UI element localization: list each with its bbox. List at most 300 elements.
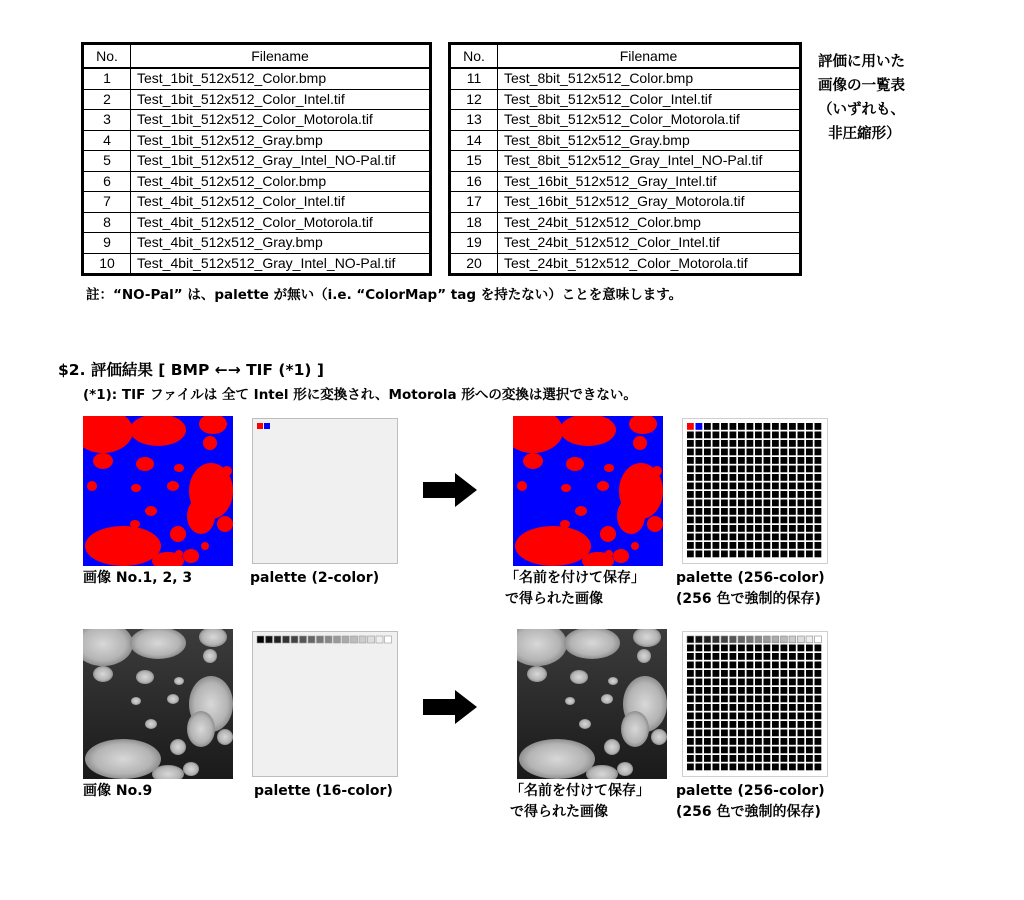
palette-swatch: [806, 508, 813, 515]
palette-swatch: [764, 517, 771, 524]
palette-swatch: [772, 764, 779, 771]
palette-swatch: [789, 636, 796, 643]
palette-swatch: [781, 670, 788, 677]
palette-swatch: [747, 525, 754, 532]
row-filename: Test_4bit_512x512_Color.bmp: [131, 171, 431, 192]
table-header-row: [450, 44, 801, 69]
palette-swatch: [798, 423, 805, 430]
palette-swatch: [738, 534, 745, 541]
palette-swatch: [730, 525, 737, 532]
row-number: 13: [450, 110, 498, 131]
palette-swatch: [747, 679, 754, 686]
palette-swatch: [696, 508, 703, 515]
palette-swatch: [747, 755, 754, 762]
palette-swatch: [704, 491, 711, 498]
palette-swatch: [704, 730, 711, 737]
palette-swatch: [696, 662, 703, 669]
palette-swatch: [815, 764, 822, 771]
palette-swatch: [687, 466, 694, 473]
palette-swatch: [772, 653, 779, 660]
palette-swatch: [798, 713, 805, 720]
palette-swatch: [764, 713, 771, 720]
palette-swatch: [687, 679, 694, 686]
palette-swatch: [721, 525, 728, 532]
palette-swatch: [789, 730, 796, 737]
palette-swatch: [772, 542, 779, 549]
palette-swatch: [696, 721, 703, 728]
palette-swatch: [815, 449, 822, 456]
palette-swatch: [738, 525, 745, 532]
palette-swatch: [687, 747, 694, 754]
palette-swatch: [755, 432, 762, 439]
palette-swatch: [798, 704, 805, 711]
palette-swatch: [713, 636, 720, 643]
caption-source-1: 画像 No.1, 2, 3: [83, 570, 193, 586]
palette-swatch: [738, 483, 745, 490]
palette-swatch: [815, 687, 822, 694]
palette-swatch: [704, 508, 711, 515]
palette-swatch: [764, 764, 771, 771]
palette-swatch: [721, 542, 728, 549]
palette-swatch: [781, 755, 788, 762]
palette-swatch: [713, 423, 720, 430]
palette-swatch: [772, 525, 779, 532]
palette-swatch: [713, 696, 720, 703]
palette-swatch: [721, 491, 728, 498]
palette-swatch: [806, 466, 813, 473]
palette-swatch: [704, 645, 711, 652]
palette-swatch: [806, 457, 813, 464]
palette-swatch: [789, 713, 796, 720]
palette-swatch: [755, 636, 762, 643]
palette-swatch: [789, 653, 796, 660]
palette-swatch: [704, 474, 711, 481]
palette-swatch: [798, 755, 805, 762]
row-number: 11: [450, 68, 498, 89]
palette-swatch: [815, 662, 822, 669]
row-number: 9: [83, 233, 131, 254]
section-title: $2. 評価結果 [ BMP ←→ TIF (*1) ]: [58, 361, 324, 379]
palette-swatch: [713, 721, 720, 728]
palette-swatch: [815, 645, 822, 652]
palette-swatch: [704, 542, 711, 549]
palette-swatch: [351, 636, 358, 643]
palette-swatch: [789, 500, 796, 507]
palette-swatch: [730, 457, 737, 464]
palette-swatch: [730, 423, 737, 430]
palette-swatch: [696, 755, 703, 762]
palette-swatch: [798, 500, 805, 507]
table-row: [83, 253, 431, 275]
palette-swatch: [798, 653, 805, 660]
palette-swatch: [789, 687, 796, 694]
palette-swatch: [798, 517, 805, 524]
palette-swatch: [772, 730, 779, 737]
palette-swatch: [772, 755, 779, 762]
palette-swatch: [721, 730, 728, 737]
palette-swatch: [764, 696, 771, 703]
palette-swatch: [755, 738, 762, 745]
palette-swatch: [704, 704, 711, 711]
palette-swatch: [747, 542, 754, 549]
palette-swatch: [696, 466, 703, 473]
palette-swatch: [789, 662, 796, 669]
palette-swatch: [730, 483, 737, 490]
palette-swatch: [747, 457, 754, 464]
palette-swatch: [781, 457, 788, 464]
section-note: (*1): TIF ファイルは 全て Intel 形に変換され、Motorola 形への変換は選択できない。: [83, 387, 637, 403]
palette-swatch: [755, 491, 762, 498]
row-filename: Test_16bit_512x512_Gray_Motorola.tif: [498, 192, 801, 213]
palette-swatch: [713, 500, 720, 507]
palette-swatch: [764, 534, 771, 541]
palette-swatch: [806, 440, 813, 447]
palette-swatch: [730, 474, 737, 481]
row-number: 4: [83, 130, 131, 151]
palette-swatch: [772, 466, 779, 473]
palette-swatch: [815, 542, 822, 549]
palette-swatch: [772, 747, 779, 754]
palette-swatch: [704, 500, 711, 507]
palette-swatch: [730, 747, 737, 754]
palette-swatch: [687, 440, 694, 447]
palette-swatch: [687, 721, 694, 728]
palette-swatch: [772, 738, 779, 745]
palette-swatch: [317, 636, 324, 643]
palette-swatch: [687, 687, 694, 694]
palette-swatch: [772, 500, 779, 507]
palette-swatch: [755, 500, 762, 507]
palette-swatch: [704, 525, 711, 532]
palette-swatch: [687, 764, 694, 771]
palette-swatch: [687, 713, 694, 720]
palette-swatch: [798, 474, 805, 481]
table-row: [450, 253, 801, 275]
row-number: 10: [83, 253, 131, 275]
palette-swatch: [696, 713, 703, 720]
palette-swatch: [781, 423, 788, 430]
palette-swatch: [687, 423, 694, 430]
palette-swatch: [781, 491, 788, 498]
palette-swatch: [772, 713, 779, 720]
palette-swatch: [713, 508, 720, 515]
palette-swatch: [721, 534, 728, 541]
table-row: [450, 233, 801, 254]
palette-swatch: [747, 449, 754, 456]
palette-swatch: [747, 730, 754, 737]
palette-swatch: [747, 764, 754, 771]
palette-swatch: [704, 764, 711, 771]
row-number: 8: [83, 212, 131, 233]
palette-swatch: [815, 474, 822, 481]
palette-swatch: [781, 474, 788, 481]
table-row: [450, 110, 801, 131]
palette-swatch: [738, 645, 745, 652]
table-row: [83, 192, 431, 213]
palette-swatch: [755, 653, 762, 660]
palette-swatch: [806, 551, 813, 558]
palette-swatch: [721, 466, 728, 473]
row-number: 15: [450, 151, 498, 172]
row-filename: Test_1bit_512x512_Gray.bmp: [131, 130, 431, 151]
row-number: 7: [83, 192, 131, 213]
row-filename: Test_4bit_512x512_Color_Intel.tif: [131, 192, 431, 213]
palette-swatch: [798, 764, 805, 771]
palette-swatch: [704, 747, 711, 754]
palette-swatch: [687, 738, 694, 745]
palette-swatch: [755, 730, 762, 737]
palette-swatch: [696, 687, 703, 694]
palette-swatch: [764, 457, 771, 464]
palette-swatch: [764, 474, 771, 481]
palette-swatch: [798, 457, 805, 464]
palette-swatch: [781, 747, 788, 754]
palette-swatch: [696, 500, 703, 507]
palette-swatch: [696, 474, 703, 481]
palette-swatch: [815, 755, 822, 762]
palette-swatch: [730, 517, 737, 524]
table-row: [83, 212, 431, 233]
palette-swatch: [772, 457, 779, 464]
palette-swatch: [764, 738, 771, 745]
palette-swatch: [713, 517, 720, 524]
palette-swatch: [772, 662, 779, 669]
palette-swatch: [798, 645, 805, 652]
caption-result-palette-1: palette (256-color) (256 色で強制的保存): [676, 570, 825, 607]
palette-swatch: [772, 483, 779, 490]
row-filename: Test_24bit_512x512_Color_Intel.tif: [498, 233, 801, 254]
palette-swatch: [687, 636, 694, 643]
palette-swatch: [747, 687, 754, 694]
palette-swatch: [789, 440, 796, 447]
palette-swatch: [721, 483, 728, 490]
palette-swatch: [730, 730, 737, 737]
row-number: 2: [83, 89, 131, 110]
palette-swatch: [815, 679, 822, 686]
palette-swatch: [721, 696, 728, 703]
palette-swatch: [798, 440, 805, 447]
palette-swatch: [798, 449, 805, 456]
palette-swatch: [815, 636, 822, 643]
palette-swatch: [764, 679, 771, 686]
palette-swatch: [696, 551, 703, 558]
palette-swatch: [747, 704, 754, 711]
color-result-image: [513, 416, 663, 566]
palette-swatch: [789, 542, 796, 549]
palette-swatch: [687, 508, 694, 515]
palette-swatch: [721, 764, 728, 771]
palette-swatch: [713, 551, 720, 558]
palette-swatch: [806, 534, 813, 541]
palette-swatch: [781, 696, 788, 703]
palette-swatch: [755, 466, 762, 473]
palette-swatch: [696, 449, 703, 456]
palette-swatch: [772, 517, 779, 524]
row-filename: Test_8bit_512x512_Gray_Intel_NO-Pal.tif: [498, 151, 801, 172]
palette-swatch: [713, 755, 720, 762]
caption-result-1: 「名前を付けて保存」 で得られた画像: [505, 570, 645, 607]
palette-swatch: [764, 653, 771, 660]
palette-swatch: [755, 542, 762, 549]
palette-swatch: [713, 525, 720, 532]
palette-swatch: [713, 466, 720, 473]
palette-swatch: [696, 517, 703, 524]
palette-swatch: [806, 738, 813, 745]
palette-swatch: [806, 755, 813, 762]
palette-swatch: [764, 730, 771, 737]
palette-swatch: [687, 704, 694, 711]
palette-swatch: [781, 645, 788, 652]
palette-swatch: [738, 466, 745, 473]
row-number: 1: [83, 68, 131, 89]
palette-swatch: [704, 551, 711, 558]
palette-swatch: [721, 755, 728, 762]
caption-palette-1: palette (2-color): [250, 570, 380, 586]
palette-swatch: [806, 687, 813, 694]
table-row: [83, 89, 431, 110]
palette-swatch: [738, 636, 745, 643]
table-row: [83, 110, 431, 131]
palette-swatch: [798, 466, 805, 473]
palette-swatch: [704, 423, 711, 430]
palette-swatch: [696, 730, 703, 737]
palette-swatch: [721, 721, 728, 728]
palette-swatch: [687, 551, 694, 558]
palette-swatch: [789, 449, 796, 456]
palette-swatch: [781, 721, 788, 728]
palette-swatch: [721, 440, 728, 447]
palette-swatch: [755, 713, 762, 720]
palette-swatch: [730, 551, 737, 558]
palette-swatch: [730, 542, 737, 549]
palette-swatch: [798, 747, 805, 754]
palette-swatch: [764, 483, 771, 490]
palette-swatch: [764, 508, 771, 515]
palette-swatch: [815, 551, 822, 558]
palette-swatch: [747, 440, 754, 447]
palette-swatch: [781, 713, 788, 720]
palette-swatch: [738, 432, 745, 439]
palette-swatch: [747, 551, 754, 558]
palette-swatch: [730, 721, 737, 728]
palette-swatch: [687, 517, 694, 524]
palette-swatch: [772, 474, 779, 481]
palette-swatch: [755, 696, 762, 703]
palette-swatch: [747, 645, 754, 652]
palette-swatch: [713, 449, 720, 456]
palette-swatch: [730, 500, 737, 507]
palette-swatch: [781, 449, 788, 456]
palette-swatch: [815, 483, 822, 490]
palette-swatch: [815, 670, 822, 677]
palette-swatch: [772, 508, 779, 515]
palette-swatch: [789, 483, 796, 490]
palette-swatch: [806, 747, 813, 754]
palette-swatch: [730, 508, 737, 515]
palette-swatch: [359, 636, 366, 643]
palette-swatch: [738, 551, 745, 558]
palette-swatch: [730, 704, 737, 711]
palette-swatch: [789, 645, 796, 652]
palette-swatch: [806, 704, 813, 711]
palette-swatch: [781, 483, 788, 490]
row-filename: Test_4bit_512x512_Color_Motorola.tif: [131, 212, 431, 233]
palette-swatch: [815, 517, 822, 524]
palette-swatch: [704, 466, 711, 473]
caption-source-2: 画像 No.9: [83, 783, 153, 799]
palette-swatch: [815, 721, 822, 728]
palette-swatch: [721, 636, 728, 643]
palette-swatch: [806, 491, 813, 498]
palette-swatch: [738, 713, 745, 720]
palette-swatch: [730, 679, 737, 686]
palette-swatch: [789, 423, 796, 430]
palette-swatch: [747, 747, 754, 754]
palette-swatch: [764, 466, 771, 473]
palette-swatch: [721, 747, 728, 754]
palette-swatch: [781, 662, 788, 669]
palette-swatch: [721, 517, 728, 524]
palette-swatch: [798, 687, 805, 694]
palette-swatch: [789, 721, 796, 728]
palette-swatch: [755, 764, 762, 771]
palette-swatch: [747, 474, 754, 481]
palette-swatch: [772, 636, 779, 643]
palette-swatch: [704, 679, 711, 686]
palette-swatch: [764, 645, 771, 652]
row-filename: Test_24bit_512x512_Color.bmp: [498, 212, 801, 233]
palette-swatch: [721, 679, 728, 686]
palette-swatch: [738, 662, 745, 669]
palette-swatch: [772, 721, 779, 728]
palette-swatch: [696, 738, 703, 745]
palette-swatch: [713, 483, 720, 490]
header-no: No.: [450, 44, 498, 69]
palette-swatch: [789, 474, 796, 481]
palette-swatch: [721, 423, 728, 430]
palette-swatch: [274, 636, 281, 643]
palette-swatch: [738, 474, 745, 481]
palette-swatch: [781, 534, 788, 541]
palette-swatch: [772, 534, 779, 541]
palette-16-color: [252, 631, 398, 777]
palette-swatch: [815, 730, 822, 737]
palette-swatch: [747, 636, 754, 643]
palette-swatch: [772, 440, 779, 447]
palette-swatch: [696, 525, 703, 532]
row-filename: Test_8bit_512x512_Color.bmp: [498, 68, 801, 89]
palette-swatch: [798, 525, 805, 532]
palette-swatch: [798, 432, 805, 439]
palette-swatch: [687, 645, 694, 652]
palette-swatch: [772, 423, 779, 430]
palette-swatch: [696, 645, 703, 652]
palette-swatch: [781, 730, 788, 737]
palette-swatch: [764, 423, 771, 430]
palette-swatch: [713, 738, 720, 745]
side-note: 評価に用いた 画像の一覧表 （いずれも、 非圧縮形）: [818, 54, 905, 142]
palette-swatch: [789, 764, 796, 771]
palette-swatch: [334, 636, 341, 643]
palette-swatch: [713, 670, 720, 677]
palette-swatch: [755, 508, 762, 515]
palette-swatch: [755, 517, 762, 524]
palette-swatch: [713, 440, 720, 447]
palette-swatch: [738, 704, 745, 711]
palette-swatch: [704, 696, 711, 703]
row-filename: Test_8bit_512x512_Gray.bmp: [498, 130, 801, 151]
row-number: 19: [450, 233, 498, 254]
